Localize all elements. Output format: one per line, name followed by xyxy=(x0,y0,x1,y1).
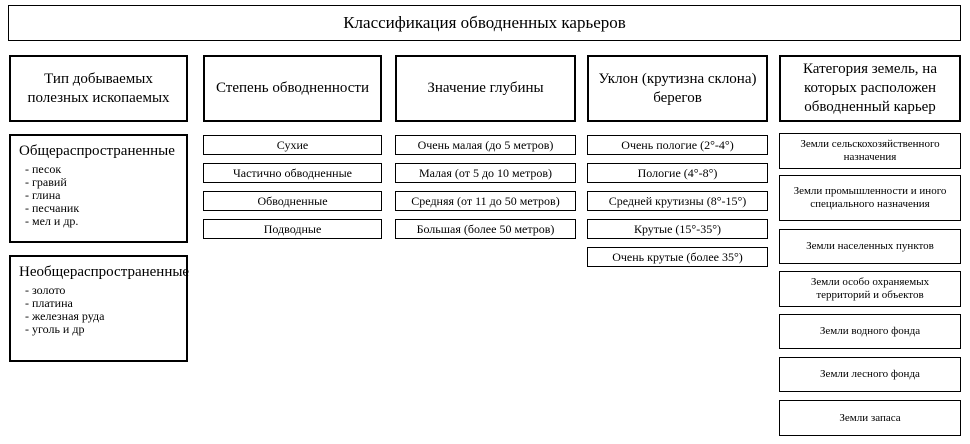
diagram-title xyxy=(8,5,961,41)
land-item xyxy=(779,133,961,169)
depth-item xyxy=(395,191,576,211)
land-item-label: Земли сельскохозяйственного назначения xyxy=(800,138,940,163)
watering-item-label: Обводненные xyxy=(257,194,328,208)
land-item xyxy=(779,357,961,392)
list-item: - золото xyxy=(25,283,66,297)
land-item-label: Земли водного фонда xyxy=(819,325,921,337)
land-item-label: Земли промышленности и иного специального назначения xyxy=(793,185,947,210)
slope-item xyxy=(587,247,768,267)
slope-item-label: Пологие (4°-8°) xyxy=(637,166,718,180)
watering-item-label: Подводные xyxy=(263,222,322,236)
list-item: - платина xyxy=(25,296,73,310)
header-mineral-type-text: Тип добываемых полезных ископаемых xyxy=(27,70,170,106)
land-item xyxy=(779,314,961,349)
slope-item-label: Средней крутизны (8°-15°) xyxy=(608,194,747,208)
list-item: - железная руда xyxy=(25,309,105,323)
list-item: - глина xyxy=(25,188,61,202)
header-depth-text: Значение глубины xyxy=(427,80,544,96)
depth-item xyxy=(395,219,576,239)
watering-item xyxy=(203,191,382,211)
watering-item xyxy=(203,163,382,183)
depth-item xyxy=(395,163,576,183)
land-item xyxy=(779,175,961,221)
depth-item-label: Большая (более 50 метров) xyxy=(416,222,555,236)
list-item: - гравий xyxy=(25,175,67,189)
depth-item-label: Малая (от 5 до 10 метров) xyxy=(418,166,553,180)
watering-item-label: Сухие xyxy=(276,138,309,152)
slope-item xyxy=(587,135,768,155)
group-uncommon-minerals-title: Необщераспространенные xyxy=(19,264,190,280)
slope-item-label: Крутые (15°-35°) xyxy=(633,222,722,236)
header-slope xyxy=(587,55,768,122)
depth-item-label: Очень малая (до 5 метров) xyxy=(417,138,554,152)
land-item-label: Земли населенных пунктов xyxy=(806,240,934,252)
land-item-label: Земли запаса xyxy=(839,411,901,424)
header-watering-degree-text: Степень обводненности xyxy=(216,80,369,96)
list-item: - песчаник xyxy=(25,201,80,215)
header-land-category xyxy=(779,55,961,122)
header-mineral-type xyxy=(9,55,188,122)
group-common-minerals xyxy=(9,134,188,243)
list-item: - уголь и др xyxy=(25,322,85,336)
header-watering-degree xyxy=(203,55,382,122)
depth-item xyxy=(395,135,576,155)
header-slope-text: Уклон (крутизна склона) берегов xyxy=(598,70,757,106)
header-land-category-text: Категория земель, на которых расположен обводненный карьер xyxy=(803,61,937,115)
land-item-label: Земли лесного фонда xyxy=(820,368,920,380)
list-item: - песок xyxy=(25,162,62,176)
watering-item xyxy=(203,135,382,155)
slope-item xyxy=(587,219,768,239)
watering-item xyxy=(203,219,382,239)
land-item xyxy=(779,271,961,307)
group-uncommon-minerals xyxy=(9,255,188,362)
land-item xyxy=(779,400,961,436)
group-common-minerals-title: Общераспространенные xyxy=(19,143,175,159)
watering-item-label: Частично обводненные xyxy=(232,166,352,180)
slope-item xyxy=(587,191,768,211)
land-item xyxy=(779,229,961,264)
slope-item xyxy=(587,163,768,183)
slope-item-label: Очень крутые (более 35°) xyxy=(612,250,743,264)
depth-item-label: Средняя (от 11 до 50 метров) xyxy=(411,194,560,208)
list-item: - мел и др. xyxy=(25,214,79,228)
slope-item-label: Очень пологие (2°-4°) xyxy=(621,138,734,152)
diagram-title-text: Классификация обводненных карьеров xyxy=(343,13,626,32)
header-depth xyxy=(395,55,576,122)
land-item-label: Земли особо охраняемых территорий и объектов xyxy=(810,276,930,301)
